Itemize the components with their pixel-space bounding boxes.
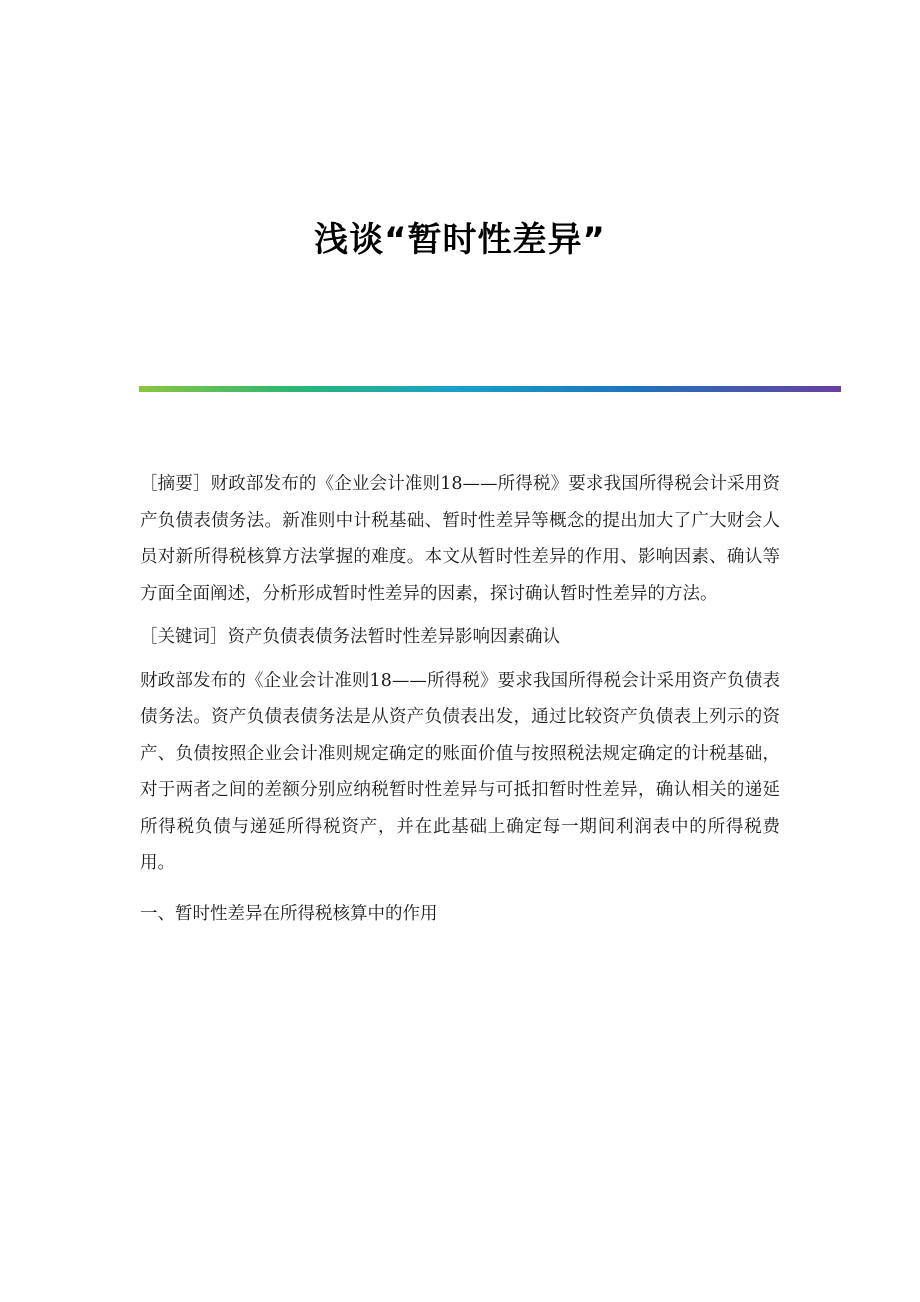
section-heading: 一、暂时性差异在所得税核算中的作用 (140, 903, 438, 924)
gradient-divider (139, 386, 841, 392)
page-title: 浅谈“暂时性差异” (314, 220, 606, 260)
keywords-paragraph: ［关键词］资产负债表债务法暂时性差异影响因素确认 (140, 627, 560, 647)
abstract-paragraph: ［摘要］财政部发布的《企业会计准则18——所得税》要求我国所得税会计采用资产负债表债务法。新准则中计税基础、暂时性差异等概念的提出加大了广大财会人员对新所得税核算方法掌握的难度。本文从暂时性差异的作用、影响因素、确认等方面全面阐述，分析形成暂时性差异的因素，探讨确认暂时性差异的方法。 (140, 474, 780, 604)
body-paragraph: 财政部发布的《企业会计准则18——所得税》要求我国所得税会计采用资产负债表债务法。资产负债表债务法是从资产负债表出发，通过比较资产负债表上列示的资产、负债按照企业会计准则规定确定的账面价值与按照税法规定确定的计税基础，对于两者之间的差额分别应纳税暂时性差异与可抵扣暂时性差异，确认相关的递延所得税负债与递延所得税资产，并在此基础上确定每一期间利润表中的所得税费用。 (140, 670, 780, 873)
document-body (140, 466, 780, 932)
